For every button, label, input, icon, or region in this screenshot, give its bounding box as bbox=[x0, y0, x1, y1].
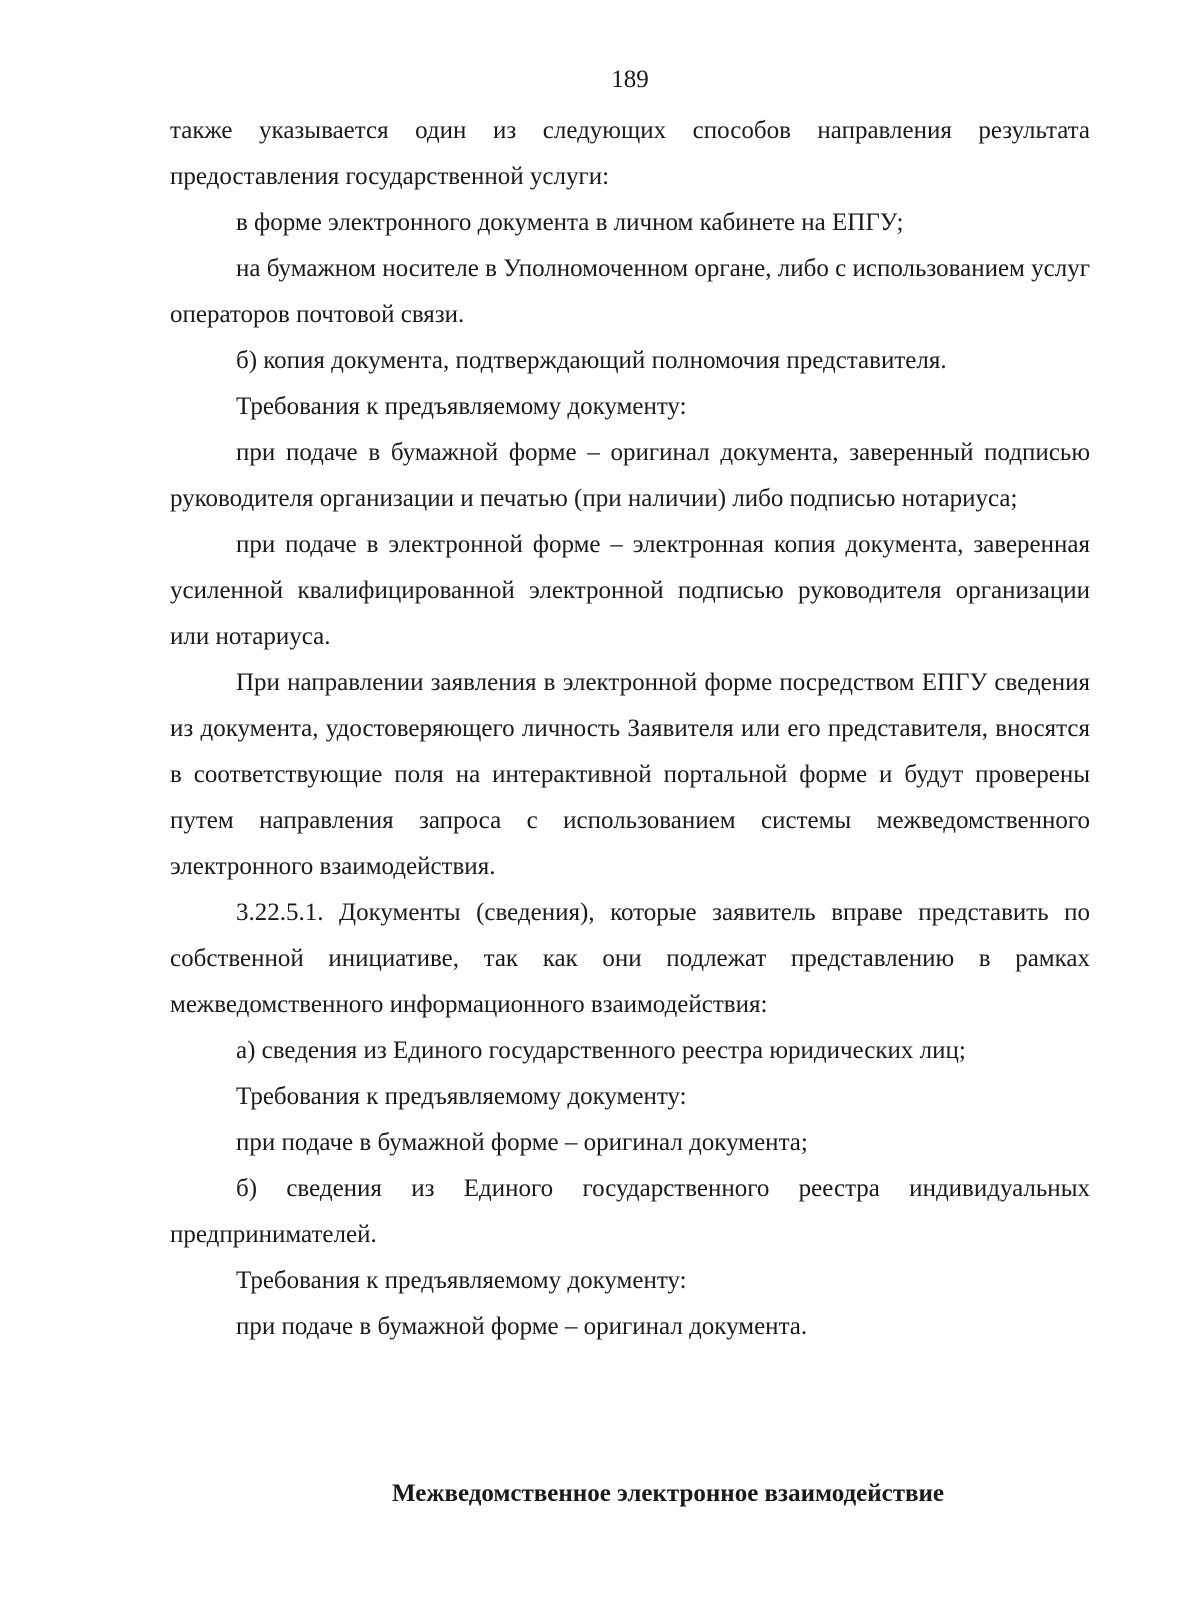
paragraph: на бумажном носителе в Уполномоченном органе, либо с использованием услуг операторов почтовой связи. bbox=[170, 255, 1090, 328]
paragraph: в форме электронного документа в личном кабинете на ЕПГУ; bbox=[236, 209, 904, 236]
section-heading: Межведомственное электронное взаимодействие bbox=[391, 1480, 945, 1507]
paragraph: также указывается один из следующих способов направления результата предоставления государственной услуги: bbox=[170, 117, 1090, 190]
paragraph: При направлении заявления в электронной форме посредством ЕПГУ сведения из документа, удостоверяющего личность Заявителя или его представителя, вносятся в соответствующие поля на интерактивной портальной форме и будут проверены путем направления запроса с использованием системы межведомственного электронного взаимодействия. bbox=[170, 669, 1090, 880]
paragraph: при подаче в бумажной форме – оригинал документа. bbox=[236, 1313, 808, 1340]
paragraph: Требования к предъявляемому документу: bbox=[236, 393, 687, 420]
paragraph: Требования к предъявляемому документу: bbox=[236, 1267, 687, 1294]
body-text bbox=[170, 108, 1090, 1350]
paragraph: Требования к предъявляемому документу: bbox=[236, 1083, 687, 1110]
paragraph: 3.22.5.1. Документы (сведения), которые заявитель вправе представить по собственной инициативе, так как они подлежат представлению в рамках межведомственного информационного взаимодействия: bbox=[170, 899, 1090, 1018]
paragraph: б) копия документа, подтверждающий полномочия представителя. bbox=[236, 347, 947, 374]
paragraph: при подаче в бумажной форме – оригинал документа; bbox=[236, 1129, 808, 1156]
paragraph: при подаче в электронной форме – электронная копия документа, заверенная усиленной квалифицированной электронной подписью руководителя организации или нотариуса. bbox=[170, 531, 1090, 650]
page-number: 189 bbox=[611, 66, 649, 93]
paragraph: б) сведения из Единого государственного реестра индивидуальных предпринимателей. bbox=[170, 1175, 1090, 1248]
paragraph: при подаче в бумажной форме – оригинал документа, заверенный подписью руководителя организации и печатью (при наличии) либо подписью нотариуса; bbox=[170, 439, 1090, 512]
paragraph: а) сведения из Единого государственного реестра юридических лиц; bbox=[236, 1037, 966, 1064]
